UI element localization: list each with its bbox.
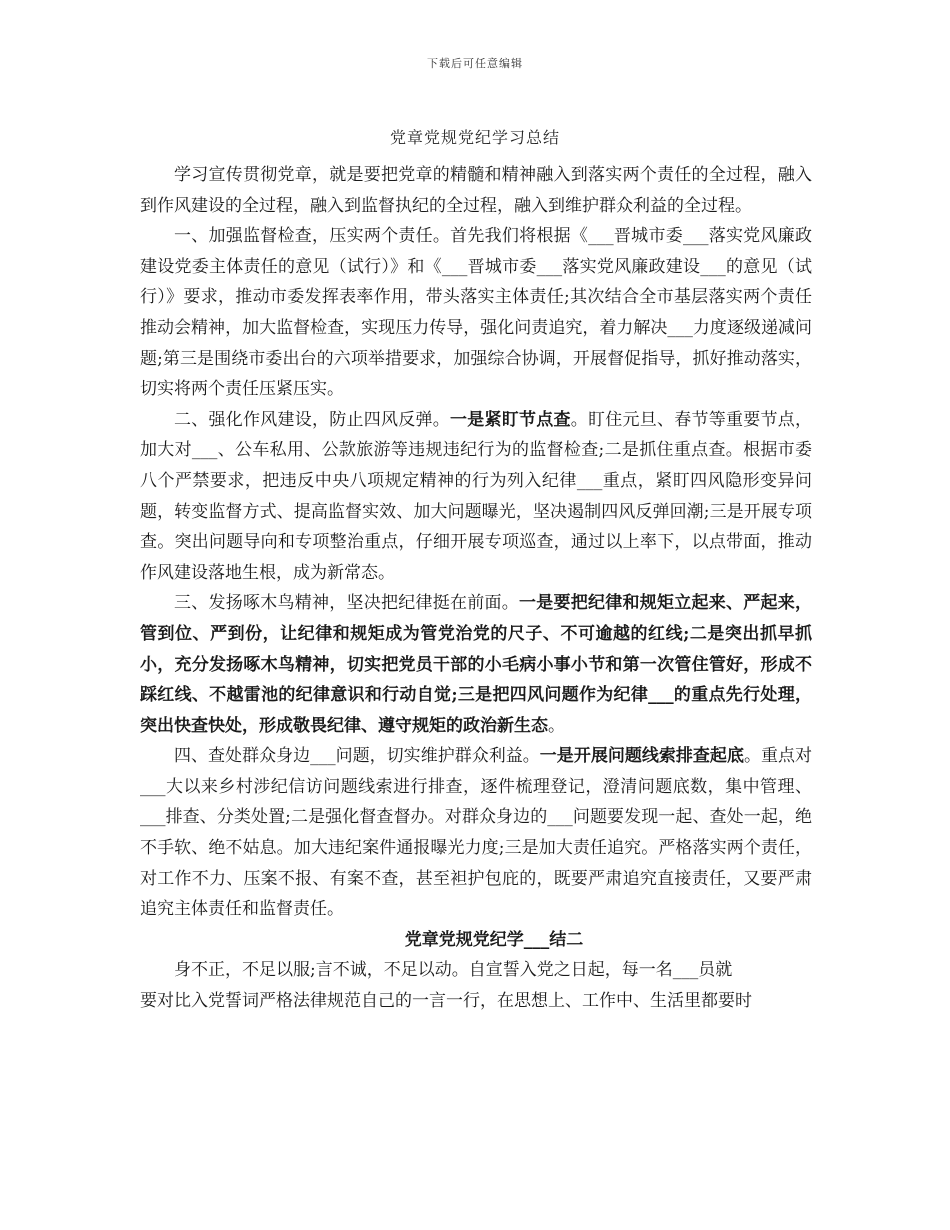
header-note: 下载后可任意编辑	[427, 57, 523, 70]
paragraph-section-2	[140, 405, 812, 589]
section-3-end: 。	[548, 715, 565, 736]
paragraph-section-1: 一、加强监督检查，压实两个责任。首先我们将根据《___晋城市委___落实党风廉政建设党委主体责任的意见（试行）》和《___晋城市委___落实党风廉政建设___的意见（试行）》要求，推动市委发挥表率作用，带头落实主体责任;其次结合全市基层落实两个责任推动会精神，加大监督检查，实现压力传导，强化问责追究，着力解决___力度逐级递减问题;第三是围绕市委出台的六项举措要求，加强综合协调，开展督促指导，抓好推动落实，切实将两个责任压紧压实。	[140, 226, 812, 400]
section-4-text: 。重点对___大以来乡村涉纪信访问题线索进行排查，逐件梳理登记，澄清问题底数，集中管理、___排查、分类处置;二是强化督查督办。对群众身边的___问题要发现一起、查处一起，绝不手软、绝不姑息。加大违纪案件通报曝光力度;三是加大责任追究。严格落实两个责任，对工作不力、压案不报、有案不查，甚至袒护包庇的，既要严肃追究直接责任，又要严肃追究主体责任和监督责任。	[140, 746, 813, 920]
paragraph-part-two-line-2: 要对比入党誓词严格法律规范自己的一言一行，在思想上、工作中、生活里都要时	[140, 991, 752, 1012]
section-4-bold-lead: 一是开展问题线索排查起底	[539, 746, 744, 767]
paragraph-intro: 学习宣传贯彻党章，就是要把党章的精髓和精神融入到落实两个责任的全过程，融入到作风建设的全过程，融入到监督执纪的全过程，融入到维护群众利益的全过程。	[140, 165, 812, 216]
section-2-bold-lead: 一是紧盯节点查	[450, 409, 571, 430]
section-2-text: 。盯住元旦、春节等重要节点，加大对___、公车私用、公款旅游等违规违纪行为的监督检查;二是抓住重点查。根据市委八个严禁要求，把违反中央八项规定精神的行为列入纪律___重点，紧盯四风隐形变异问题，转变监督方式、提高监督实效、加大问题曝光，坚决遏制四风反弹回潮;三是开展专项查。突出问题导向和专项整治重点，仔细开展专项巡查，通过以上率下，以点带面，推动作风建设落地生根，成为新常态。	[140, 409, 812, 583]
section-3-bold-text: 一是要把纪律和规矩立起来、严起来，管到位、严到份，让纪律和规矩成为管党治党的尺子、不可逾越的红线;二是突出抓早抓小，充分发扬啄木鸟精神，切实把党员干部的小毛病小事小节和第一次管住管好，形成不踩红线、不越雷池的纪律意识和行动自觉;三是把四风问题作为纪律___的重点先行处理，突出快查快处，形成敬畏纪律、遵守规矩的政治新生态	[140, 593, 812, 736]
section-4-heading: 四、查处群众身边___问题，切实维护群众利益。	[174, 746, 540, 767]
section-2-heading: 二、强化作风建设，防止四风反弹。	[174, 409, 450, 430]
paragraph-section-3	[140, 588, 812, 741]
paragraph-section-4	[140, 741, 812, 925]
subtitle-part-two: 党章党规党纪学___结二	[404, 929, 584, 950]
paragraph-part-two-line-1: 身不正，不足以服;言不诚，不足以动。自宣誓入党之日起，每一名___员就	[174, 960, 733, 981]
section-3-heading: 三、发扬啄木鸟精神，坚决把纪律挺在前面。	[174, 593, 519, 614]
document-body	[140, 160, 812, 1017]
document-title: 党章党规党纪学习总结	[389, 128, 560, 147]
